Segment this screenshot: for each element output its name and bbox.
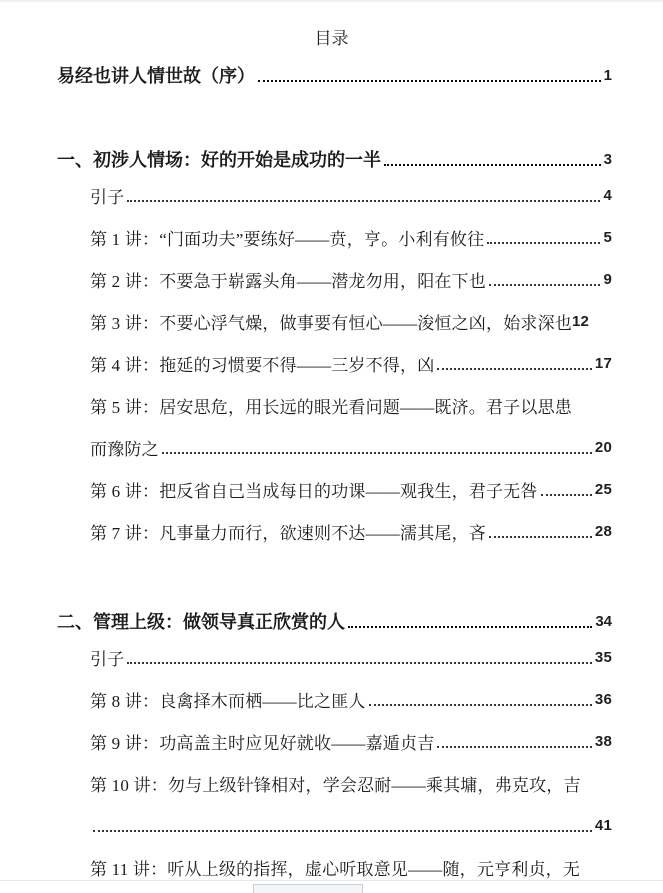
page-number: 41 [594,816,612,834]
toc-entry-text[interactable]: 引子 [90,649,125,669]
toc-entry[interactable] [0,60,663,90]
page-top-divider [0,0,663,2]
dot-leader [162,452,592,454]
dot-leader [369,704,592,706]
toc-entry-text[interactable]: 第 4 讲：拖延的习惯要不得——三岁不得，凶 [90,355,435,375]
toc-entry-text[interactable]: 第 2 讲：不要急于崭露头角——潜龙勿用，阳在下也 [90,271,486,291]
toc-entry[interactable] [0,144,663,174]
dot-leader [541,494,592,496]
page-number: 9 [603,270,612,288]
toc-entry-text[interactable]: 二、管理上级：做领导真正欣赏的人 [57,612,345,632]
dot-leader [487,242,600,244]
dot-leader [127,662,592,664]
dot-leader [437,368,592,370]
dot-leader [127,200,600,202]
page-number: 17 [594,354,612,372]
toc-entry-text[interactable]: 第 1 讲：“门面功夫”要练好——贲，亨。小利有攸往 [90,229,485,249]
toc-entry[interactable] [0,216,663,258]
toc-entry[interactable] [0,636,663,678]
toc-entry[interactable] [0,258,663,300]
dot-leader [489,284,600,286]
page-number: 12 [572,312,590,330]
toc-entry-text[interactable]: 一、初涉人情场：好的开始是成功的一半 [57,150,381,170]
toc-entry[interactable] [0,720,663,762]
toc-entry[interactable] [0,384,663,468]
toc-entry-text[interactable]: 第 9 讲：功高盖主时应见好就收——嘉遁贞吉 [90,733,435,753]
page-number: 38 [594,732,612,750]
toc-entry-text[interactable]: 第 3 讲：不要心浮气燥，做事要有恒心——浚恒之凶，始求深也 [90,313,572,333]
dot-leader [489,536,592,538]
page-number: 28 [594,522,612,540]
toc-entry-text[interactable]: 第 6 讲：把反省自己当成每日的功课——观我生，君子无咎 [90,481,538,501]
dot-leader [437,746,592,748]
toc-entry-text[interactable]: 引子 [90,187,125,207]
toc-entry[interactable] [0,510,663,552]
toc-title: 目录 [314,29,349,48]
toc-entry-text[interactable]: 第 10 讲：勿与上级针锋相对，学会忍耐——乘其墉，弗克攻，吉 [90,775,581,795]
dot-leader [384,164,601,166]
page-number: 3 [603,150,612,168]
toc-entry-text[interactable]: 第 7 讲：凡事量力而行，欲速则不达——濡其尾，吝 [90,523,486,543]
toc-entry[interactable] [0,846,663,888]
dot-leader [258,80,601,82]
dot-leader [93,830,592,832]
dot-leader [348,626,592,628]
toc-list [0,60,663,888]
toc-entry-text[interactable]: 第 11 讲：听从上级的指挥，虚心听取意见——随，元亨利贞，无 [90,859,581,879]
page-number: 36 [594,690,612,708]
page-number: 1 [603,66,612,84]
page-number: 34 [595,612,612,630]
toc-entry-text[interactable]: 而豫防之 [90,439,159,459]
toc-entry-text[interactable]: 第 8 讲：良禽择木而栖——比之匪人 [90,691,366,711]
toc-entry-text[interactable]: 易经也讲人情世故（序） [57,66,255,86]
page-number: 20 [594,438,612,456]
page-number: 5 [603,228,612,246]
page-number: 25 [594,480,612,498]
toc-entry[interactable] [0,468,663,510]
toc-entry[interactable] [0,300,663,342]
page-bottom-divider [0,880,663,881]
toc-entry[interactable] [0,342,663,384]
toc-entry[interactable] [0,174,663,216]
toc-entry-text[interactable]: 第 5 讲：居安思危，用长远的眼光看问题——既济。君子以思患 [90,397,572,417]
toc-entry[interactable] [0,762,663,846]
toc-entry[interactable] [0,678,663,720]
page-number: 35 [594,648,612,666]
page-number: 4 [603,186,612,204]
toc-entry[interactable] [0,606,663,636]
